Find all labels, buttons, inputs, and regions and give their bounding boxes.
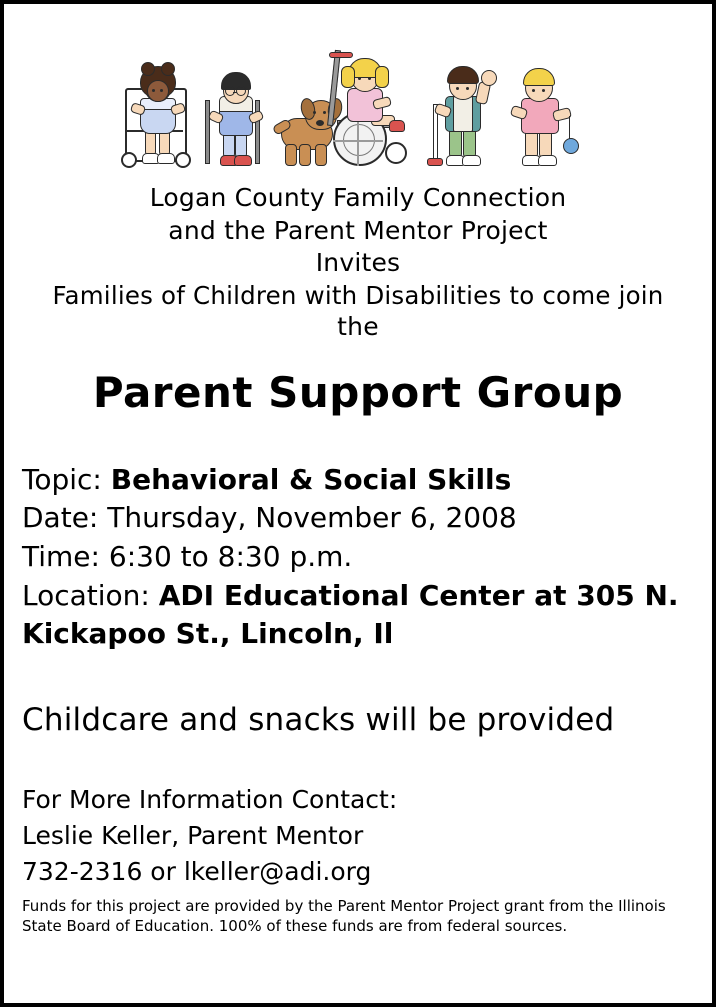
event-details [22,461,694,654]
detail-label-date: Date: [22,501,99,535]
detail-label-topic: Topic: [22,462,102,496]
contact-heading: For More Information Contact: [22,784,398,814]
page-title: Parent Support Group [92,367,624,417]
intro-line-2: and the Parent Mentor Project [168,215,548,245]
detail-row-location [22,577,694,654]
intro-line-1: Logan County Family Connection [149,183,567,212]
detail-label-location: Location: [22,578,150,612]
intro-block [22,182,694,344]
detail-row-time [22,538,694,577]
clipart-boy-waving-with-cane [423,44,509,166]
detail-value-location: ADI Educational Center at 305 N. Kickapoo St., Lincoln, Il [22,578,679,651]
clipart-boy-with-crutches [201,48,281,166]
funding-footnote: Funds for this project are provided by the Parent Mentor Project grant from the Illinois State Board of Education. 100% of these funds are from federal sources. [22,896,666,935]
detail-value-date: Thursday, November 6, 2008 [107,501,517,535]
contact-block [22,782,694,891]
contact-phone-email: 732-2316 or lkeller@adi.org [22,857,372,887]
intro-line-3: Invites [315,248,401,277]
childcare-note: Childcare and snacks will be provided [22,701,615,738]
detail-row-date [22,499,694,538]
clipart-girl-in-wheelchair [323,41,423,166]
intro-line-5: the [337,312,379,342]
clipart-banner [123,26,593,166]
detail-row-topic [22,461,694,500]
detail-label-time: Time: [22,540,100,574]
contact-name: Leslie Keller, Parent Mentor [22,821,364,851]
detail-value-time: 6:30 to 8:30 p.m. [108,540,353,574]
detail-value-topic: Behavioral & Social Skills [110,462,512,496]
clipart-boy-with-yoyo [505,48,593,166]
intro-line-4: Families of Children with Disabilities to come join [52,280,664,310]
